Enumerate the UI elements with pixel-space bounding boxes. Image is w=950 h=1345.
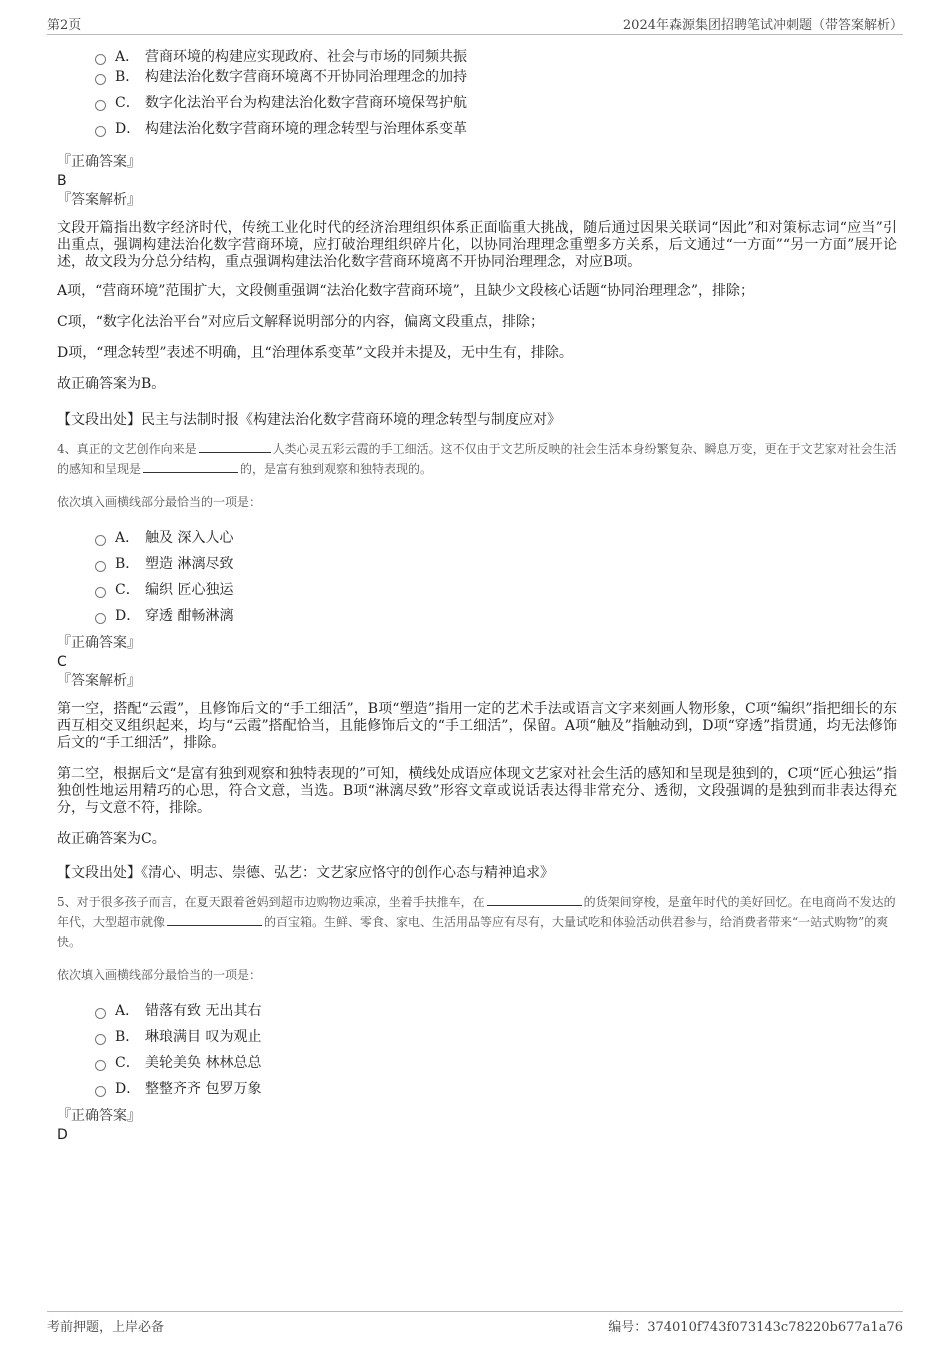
q3-answer-label: 『正确答案』 bbox=[57, 154, 141, 170]
page-header bbox=[47, 14, 903, 35]
radio-icon[interactable] bbox=[95, 613, 106, 624]
radio-icon[interactable] bbox=[95, 1008, 106, 1019]
q5-stem: 5、对于很多孩子而言，在夏天跟着爸妈到超市边购物边乘凉，坐着手扶推车，在 的货架间穿梭，是童年时代的美好回忆。在电商尚不发达的年代，大型超市就像 的百宝箱。生鲜、零食、家电、生活用品等应有尽有，大量试吃和体验活动供君参与，给消费者带来“一站式购物”的爽快。 bbox=[57, 895, 896, 949]
q5-options bbox=[95, 998, 897, 1102]
radio-icon[interactable] bbox=[95, 1034, 106, 1045]
q4-answer-label: 『正确答案』 bbox=[57, 635, 141, 651]
q4-analysis-paragraph: 第二空，根据后文“是富有独到观察和独特表现的”可知，横线处成语应体现文艺家对社会生活的感知和呈现是独到的，C项“匠心独运”指独创性地运用精巧的心思，符合文意，当选。B项“淋漓尽致”形容文章或说话表达得非常充分、透彻，文段强调的是独到而非表达得充分，与文意不符，排除。 bbox=[57, 766, 897, 816]
radio-icon[interactable] bbox=[95, 126, 106, 137]
page-content bbox=[57, 44, 897, 1144]
q3-analysis-paragraph: 文段开篇指出数字经济时代，传统工业化时代的经济治理组织体系正面临重大挑战，随后通过因果关联词“因此”和对策标志词“应当”引出重点，强调构建法治化数字营商环境，应打破治理组织碎片化，以协同治理理念重塑多方关系，后文通过“一方面”“另一方面”展开论述，故文段为分总分结构，重点强调构建法治化数字营商环境离不开协同治理理念，对应B项。 bbox=[57, 220, 897, 270]
radio-icon[interactable] bbox=[95, 54, 106, 65]
page-number: 第2页 bbox=[47, 18, 82, 33]
document-title: 2024年森源集团招聘笔试冲刺题（带答案解析） bbox=[622, 18, 903, 33]
q4-analysis-paragraph: 第一空，搭配“云霞”，且修饰后文的“手工细活”，B项“塑造”指用一定的艺术手法或语言文字来刻画人物形象，C项“编织”指把细长的东西互相交叉组织起来，均与“云霞”搭配恰当，且能修饰后文的“手工细活”，保留。A项“触及”指触动到，D项“穿透”指贯通，均无法修饰后文的“手工细活”，排除。 bbox=[57, 701, 897, 751]
document-id: 编号：374010f743f073143c78220b677a1a76 bbox=[608, 1320, 903, 1335]
page-footer bbox=[47, 1311, 903, 1336]
q4-option-a[interactable]: A． 触及 深入人心 bbox=[95, 525, 897, 551]
q4-answer: C bbox=[57, 654, 67, 670]
q4-option-c[interactable]: C． 编织 匠心独运 bbox=[95, 577, 897, 603]
q3-option-a[interactable]: A． 营商环境的构建应实现政府、社会与市场的同频共振 bbox=[95, 44, 897, 70]
q4-analysis-label: 『答案解析』 bbox=[57, 673, 141, 689]
q5-option-d[interactable]: D． 整整齐齐 包罗万象 bbox=[95, 1076, 897, 1102]
q3-analysis-label: 『答案解析』 bbox=[57, 192, 141, 208]
fill-blank bbox=[487, 893, 582, 906]
q5-answer: D bbox=[57, 1127, 68, 1143]
q4-option-b[interactable]: B． 塑造 淋漓尽致 bbox=[95, 551, 897, 577]
q4-option-d[interactable]: D． 穿透 酣畅淋漓 bbox=[95, 603, 897, 629]
q4-stem: 4、真正的文艺创作向来是 人类心灵五彩云霞的手工细活。这不仅由于文艺所反映的社会生活本身纷繁复杂、瞬息万变，更在于文艺家对社会生活的感知和呈现是 的，是富有独到观察和独特表现的。 bbox=[57, 442, 897, 476]
q3-answer: B bbox=[57, 173, 67, 189]
radio-icon[interactable] bbox=[95, 100, 106, 111]
q3-analysis-paragraph: A项，“营商环境”范围扩大，文段侧重强调“法治化数字营商环境”，且缺少文段核心话题“协同治理理念”，排除； bbox=[57, 283, 755, 299]
q3-source: 【文段出处】民主与法制时报《构建法治化数字营商环境的理念转型与制度应对》 bbox=[57, 412, 561, 428]
radio-icon[interactable] bbox=[95, 1086, 106, 1097]
fill-blank bbox=[143, 460, 238, 473]
q3-analysis-paragraph: C项，“数字化法治平台”对应后文解释说明部分的内容，偏离文段重点，排除； bbox=[57, 314, 545, 330]
q5-prompt: 依次填入画横线部分最恰当的一项是： bbox=[57, 968, 262, 982]
fill-blank bbox=[199, 440, 271, 453]
q3-option-d[interactable]: D． 构建法治化数字营商环境的理念转型与治理体系变革 bbox=[95, 116, 897, 142]
q3-option-b[interactable]: B． 构建法治化数字营商环境离不开协同治理理念的加持 bbox=[95, 64, 897, 90]
q5-option-a[interactable]: A． 错落有致 无出其右 bbox=[95, 998, 897, 1024]
q4-options bbox=[95, 525, 897, 629]
radio-icon[interactable] bbox=[95, 74, 106, 85]
q4-conclusion: 故正确答案为C。 bbox=[57, 831, 166, 847]
q5-option-b[interactable]: B． 琳琅满目 叹为观止 bbox=[95, 1024, 897, 1050]
q4-prompt: 依次填入画横线部分最恰当的一项是： bbox=[57, 495, 262, 509]
radio-icon[interactable] bbox=[95, 535, 106, 546]
radio-icon[interactable] bbox=[95, 561, 106, 572]
radio-icon[interactable] bbox=[95, 587, 106, 598]
radio-icon[interactable] bbox=[95, 1060, 106, 1071]
q3-conclusion: 故正确答案为B。 bbox=[57, 376, 166, 392]
q3-options bbox=[95, 44, 897, 142]
footer-slogan: 考前押题，上岸必备 bbox=[47, 1320, 165, 1335]
q3-analysis-paragraph: D项，“理念转型”表述不明确，且“治理体系变革”文段并未提及，无中生有，排除。 bbox=[57, 345, 573, 361]
fill-blank bbox=[167, 913, 262, 926]
q5-option-c[interactable]: C． 美轮美奂 林林总总 bbox=[95, 1050, 897, 1076]
q5-answer-label: 『正确答案』 bbox=[57, 1108, 141, 1124]
q3-option-c[interactable]: C． 数字化法治平台为构建法治化数字营商环境保驾护航 bbox=[95, 90, 897, 116]
q4-source: 【文段出处】《清心、明志、崇德、弘艺：文艺家应恪守的创作心态与精神追求》 bbox=[57, 865, 554, 881]
